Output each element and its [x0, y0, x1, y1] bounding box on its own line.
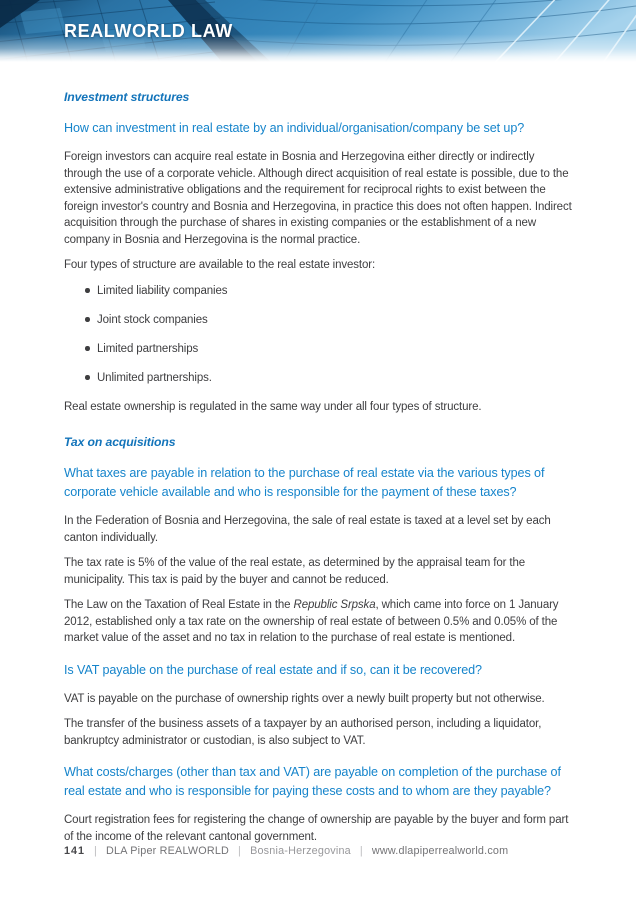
text-segment: The tax rate is 5% of the value of the real estate, as determined by the appraisal team for the municipality. This tax is paid by the buyer and cannot be reduced.	[64, 557, 526, 586]
list-item: Unlimited partnerships.	[64, 370, 572, 387]
footer-separator: |	[359, 845, 363, 857]
text-segment: VAT is payable on the purchase of ownership rights over a newly built property but not otherwise.	[64, 692, 545, 705]
paragraph	[64, 399, 572, 416]
section-heading: Investment structures	[64, 90, 190, 104]
list-item: Joint stock companies	[64, 312, 572, 329]
footer-country: Bosnia-Herzegovina	[250, 845, 351, 857]
brand-title: REALWORLD LAW	[64, 21, 233, 41]
list-item: Limited partnerships	[64, 341, 572, 358]
text-segment: The transfer of the business assets of a taxpayer by an authorised person, including a liquidator, bankruptcy administrator or custodian, is also subject to VAT.	[64, 718, 542, 747]
section-heading: Tax on acquisitions	[64, 435, 176, 449]
question-heading: What taxes are payable in relation to the purchase of real estate via the various types of corporate vehicle available and who is responsible for the payment of these taxes?	[64, 466, 545, 499]
text-segment: The Law on the Taxation of Real Estate in the	[64, 599, 294, 611]
page-header	[0, 0, 636, 62]
footer-separator: |	[94, 845, 98, 857]
text-segment: Real estate ownership is regulated in the same way under all four types of structure.	[64, 400, 482, 413]
text-segment: In the Federation of Bosnia and Herzegovina, the sale of real estate is taxed at a level set by each canton individually.	[64, 515, 551, 544]
text-segment: Four types of structure are available to the real estate investor:	[64, 259, 376, 271]
page-footer	[64, 845, 508, 857]
question-heading: Is VAT payable on the purchase of real estate and if so, can it be recovered?	[64, 662, 482, 677]
text-segment: Court registration fees for registering the change of ownership are payable by the buyer and form part of the income of the relevant cantonal government.	[64, 814, 569, 843]
footer-firm-name: DLA Piper REALWORLD	[106, 845, 230, 857]
paragraph	[64, 597, 572, 647]
question-heading: How can investment in real estate by an individual/organisation/company be set up?	[64, 121, 525, 135]
italic-text: Republic Srpska	[293, 599, 376, 611]
question-heading: What costs/charges (other than tax and VAT) are payable on completion of the purchase of real estate and who is responsible for paying these costs and to whom are they payable?	[64, 765, 561, 798]
paragraph	[64, 149, 572, 248]
list-item: Limited liability companies	[64, 283, 572, 300]
page-number: 141	[64, 845, 86, 857]
bullet-list	[64, 283, 572, 387]
text-segment: Foreign investors can acquire real estate in Bosnia and Herzegovina either directly or indirectly through the use of a corporate vehicle. Although direct acquisition of real estate is possible, due to the extensive administrative obligations and the requirement for reciprocal rights to exist between the foreign investor's country and Bosnia and Herzegovina, in practice this does not often happen. Indirect acquisition through the purchase of shares in existing companies or the establishment of a new company in Bosnia and Herzegovina is the normal practice.	[64, 151, 572, 246]
text-segment: , which came into force on 1 January 2012, established only a tax rate on the ownership of real estate of between 0.5% and 0.05% of the market value of the asset and no tax in relation to the purchase of real estate is mentioned.	[64, 599, 559, 644]
document-content	[0, 62, 636, 845]
footer-website-link[interactable]: www.dlapiperrealworld.com	[371, 845, 509, 857]
paragraph	[64, 555, 572, 588]
footer-separator: |	[238, 845, 242, 857]
paragraph	[64, 716, 572, 749]
paragraph	[64, 513, 572, 546]
paragraph	[64, 691, 572, 708]
paragraph	[64, 812, 572, 845]
paragraph	[64, 257, 572, 274]
